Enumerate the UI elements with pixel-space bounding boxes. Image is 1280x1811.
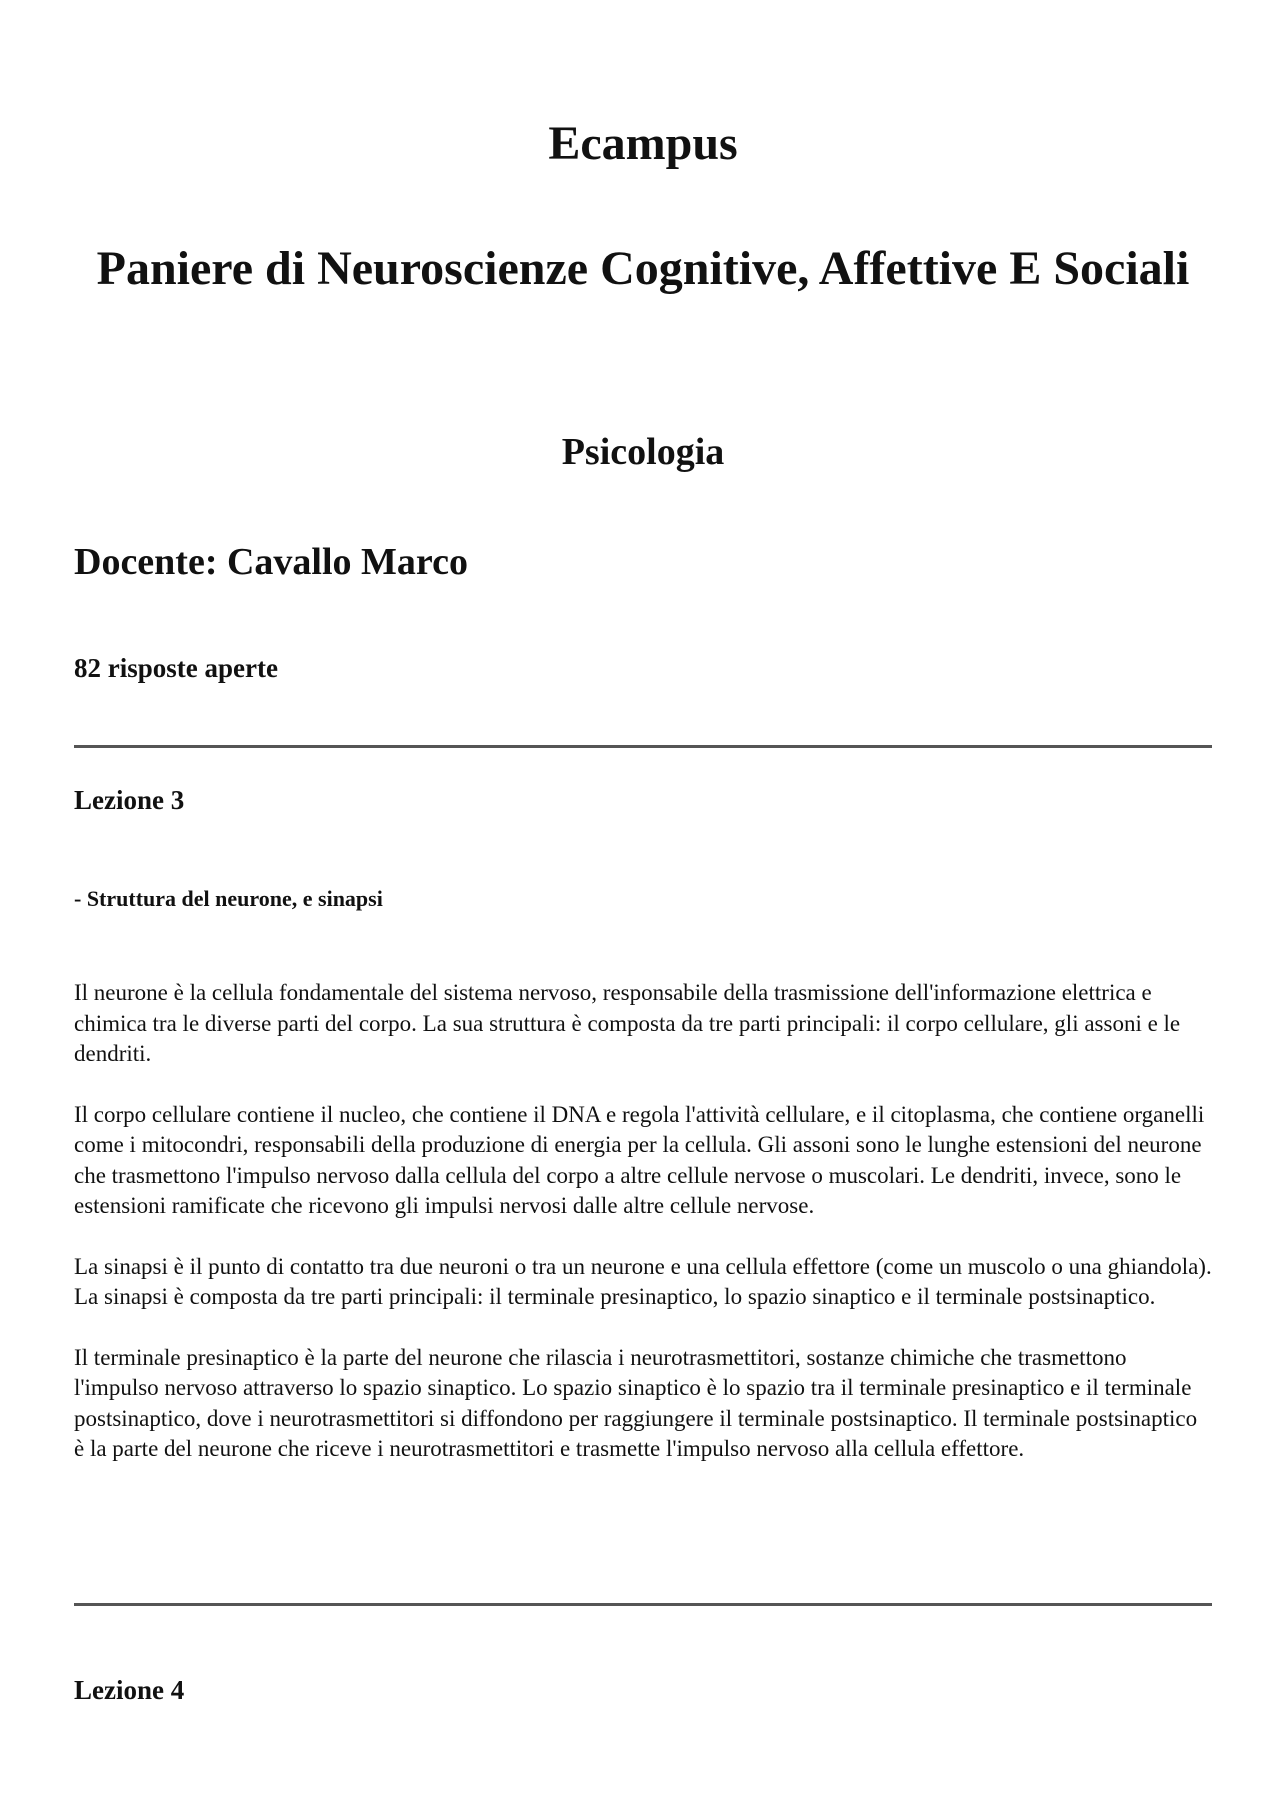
course-name: Psicologia: [561, 431, 725, 473]
document-title: Paniere di Neuroscienze Cognitive, Affettive E Sociali: [96, 242, 1190, 295]
section-divider: [74, 745, 1212, 748]
answer-body: [74, 978, 1212, 1495]
lesson-heading: Lezione 3: [74, 785, 185, 815]
question-heading: - Struttura del neurone, e sinapsi: [74, 886, 383, 911]
lesson-heading: Lezione 4: [74, 1675, 185, 1705]
answer-paragraph: La sinapsi è il punto di contatto tra due neuroni o tra un neurone e una cellula effettore (come un muscolo o una ghiandola). La sinapsi è composta da tre parti principali: il terminale presinaptico, lo spazio sinaptico e il terminale postsinaptico.: [74, 1253, 1212, 1309]
answer-paragraph: Il terminale presinaptico è la parte del neurone che rilascia i neurotrasmettitori, sostanze chimiche che trasmettono l'impulso nervoso attraverso lo spazio sinaptico. Lo spazio sinaptico è lo spazio tra il terminale presinaptico e il terminale postsinaptico, dove i neurotrasmettitori si diffondono per raggiungere il terminale postsinaptico. Il terminale postsinaptico è la parte del neurone che riceve i neurotrasmettitori e trasmette l'impulso nervoso alla cellula effettore.: [74, 1344, 1198, 1461]
section-divider: [74, 1603, 1212, 1606]
answer-paragraph: Il neurone è la cellula fondamentale del sistema nervoso, responsabile della trasmissione dell'informazione elettrica e chimica tra le diverse parti del corpo. La sua struttura è composta da tre parti principali: il corpo cellulare, gli assoni e le dendriti.: [74, 980, 1181, 1066]
site-title: Ecampus: [548, 117, 738, 170]
teacher-name: Docente: Cavallo Marco: [74, 541, 468, 583]
answer-paragraph: Il corpo cellulare contiene il nucleo, che contiene il DNA e regola l'attività cellulare, e il citoplasma, che contiene organelli come i mitocondri, responsabili della produzione di energia per la cellula. Gli assoni sono le lunghe estensioni del neurone che trasmettono l'impulso nervoso dalla cellula del corpo a altre cellule nervose o muscolari. Le dendriti, invece, sono le estensioni ramificate che ricevono gli impulsi nervosi dalle altre cellule nervose.: [74, 1101, 1205, 1218]
answers-count: 82 risposte aperte: [74, 653, 278, 683]
